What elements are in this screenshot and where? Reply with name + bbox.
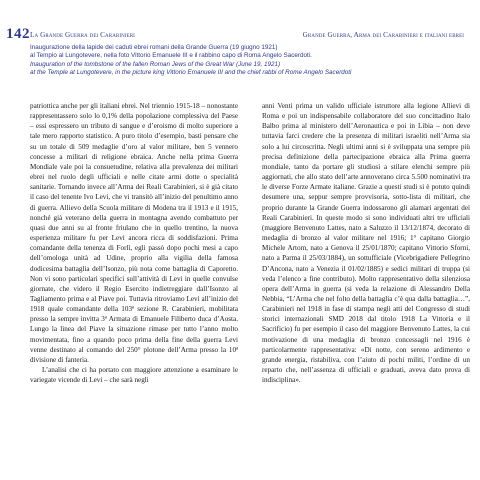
paragraph: anni Venti prima un valido ufficiale istruttore alla legione Allievi di Roma e poi un indispensabile collaboratore del suo concittadino Italo Balbo prima al ministero dell’Aeronautica e poi in Libia – non deve tuttavia farci credere che la presenza di militari israeliti nell’Arma sia solo a lui circoscritta. Negli ultimi anni si è sviluppata una sempre più precisa definizione della partecipazione ebraica alla Prima guerra mondiale, tanto da portare gli studiosi a stilare elenchi sempre più aggiornati, che allo stato dell’arte annoverano circa 5.500 nominativi tra le diverse Forze Armate italiane. Grazie a questi studi si è potuto quindi desumere una, seppur sempre provvisoria, sotto-lista di militari, che proprio durante la Grande Guerra indossarono gli alamari argentati dei Reali Carabinieri. In queste modo si sono individuati altri tre ufficiali (maggiore Benvenuto Lattes, nato a Saluzzo il 13/12/1874, decorato di medaglia di bronzo al valor militare nel 1916; 1° capitano Giorgio Michele Artom, nato a Genova il 25/01/1870; capitano Vittorio Sforni, nato a Parma il 25/03/1884), un sottufficiale (Vicebrigadiere Pellegrino D’Ancona, nato a Venezia il 01/02/1885) e sedici militari di truppa (si veda l’elenco a fine contributo). Molto rappresentativo della silenziosa opera dell’Arma in guerra (si veda la relazione di Alessandro Della Nebbia, “L’Arma che nel folto della battaglia c’è qua dalla battaglia…”, Carabinieri nel 1918 in fase di stampa negli atti del Congresso di studi storici internazionali SMD 2018 dal titolo 1918 La Vittoria e il Sacrificio) fu per esempio il caso del maggiore Benvenuto Lattes, la cui motivazione di una medaglia di bronzo concessagli nel 1916 è particolarmente rappresentativa: «Di notte, con sereno ardimento e grande energia, ristabiliva, con l’aiuto di pochi militi, l’ordine di un reparto che, nell’assenza di ufficiali e graduati, aveva dato prova di indisciplina».: [262, 102, 470, 385]
caption-italian-line-2: al Tempio al Lungotevere, nella foto Vittorio Emanuele III e il rabbino capo di Roma Angelo Sacerdoti.: [30, 52, 312, 60]
running-head-chapter-title: Grande Guerra, Arma dei Carabinieri e italiani ebrei: [302, 31, 464, 39]
caption-english-line-2: at the Temple at Lungotevere, in the picture king Vittorio Emanuele III and the chief rabbi of Rome Angelo Sacerdoti: [30, 68, 352, 76]
paragraph: patriottica anche per gli italiani ebrei. Nel triennio 1915-18 – nonostante rappresentassero solo lo 0,1% della popolazione complessiva del Paese – essi espressero un tributo di sangue e d’eroismo di molto superiore a tale mero rapporto statistico. A puro titolo d’esempio, basti pensare che su un totale di 509 medaglie d’oro al valor militare, ben 5 vennero concesse a militari di religione ebraica. Anche nella prima Guerra Mondiale vale poi la consuetudine, relativa alla prevalenza dei militari ebrei nel ruolo degli ufficiali e nelle citate armi dotte o specialità sanitarie. Tornando invece all’Arma dei Reali Carabinieri, si è già citato il caso del tenente Ivo Levi, che vi transitò all’inizio del penultimo anno di guerra. Allievo della Scuola militare di Modena tra il 1913 e il 1915, nonché già veterano della guerra in montagna avendo combattuto per quasi due anni su al fronte friulano che in quello trentino, la nuova esperienza militare fu per Levi ancora ricca di soddisfazioni. Prima comandante della tenenza di Forlì, egli passò dopo pochi mesi a capo dell’omologa unità ad Udine, proprio alla vigilia della famosa dodicesima battaglia dell’Isonzo, più nota come battaglia di Caporetto. Non vi sono particolari specifici sull’attività di Levi in quelle convulse giornate, che videro il Regio Esercito indietreggiare dall’Isonzo al Tagliamento prima e al Piave poi. Tuttavia ritroviamo Levi all’inizio del 1918 quale comandante della 103ª sezione R. Carabinieri, mobilitata presso la sempre invitta 3ª Armata di Emanuele Filiberto duca d’Aosta. Lungo la linea del Piave la situazione rimase per tutto l’anno molto movimentata, fino a quando poco prima della fine della guerra Levi venne destinato al comando del 250° plotone dell’Arma presso la 10ª divisione di fanteria.: [30, 102, 238, 364]
left-column: [30, 101, 238, 473]
right-column: [262, 101, 470, 473]
page-number: 142: [6, 26, 30, 42]
paragraph: L’analisi che ci ha portato con maggiore attenzione a esaminare le variegate vicende di Levi – che sarà negli: [30, 366, 238, 385]
body-text: [30, 101, 470, 473]
caption-english-line-1: Inauguration of the tombstone of the fallen Roman Jews of the Great War (June 19, 1921): [30, 60, 281, 68]
photo-caption: [30, 44, 470, 77]
caption-italian-line-1: Inaugurazione della lapide dei caduti ebrei romani della Grande Guerra (19 giugno 1921): [30, 44, 278, 51]
running-head-book-title: La Grande Guerra dei Carabinieri: [30, 31, 135, 39]
